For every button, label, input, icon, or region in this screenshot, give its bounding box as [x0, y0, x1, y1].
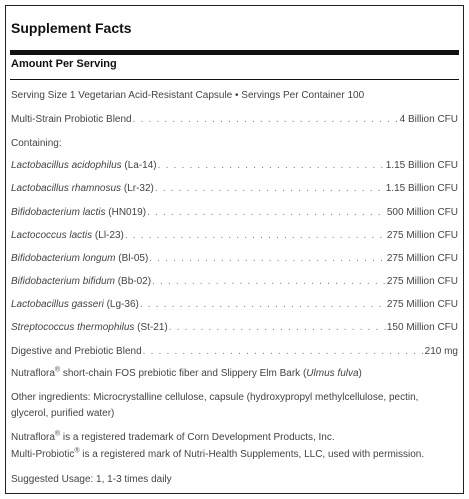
dot-leader [133, 113, 399, 126]
blend-row [11, 113, 458, 126]
strain-name: Bifidobacterium longum [11, 253, 116, 264]
strain-name: Lactobacillus gasseri [11, 299, 104, 310]
dot-leader [155, 182, 385, 195]
strain-name: Streptococcus thermophilus [11, 322, 135, 333]
strain-name: Bifidobacterium lactis [11, 207, 106, 218]
digestive-blend-row [11, 345, 458, 358]
trademark-brand: Nutraflora [11, 432, 55, 443]
strain-row [11, 275, 458, 288]
nutraflora-brand: Nutraflora [11, 368, 55, 379]
amount-per-serving-header: Amount Per Serving [11, 58, 117, 70]
panel-title: Supplement Facts [11, 20, 132, 36]
containing-label: Containing: [11, 138, 62, 149]
strain-row [11, 252, 458, 265]
strain-row [11, 159, 458, 172]
strain-code: (La-14) [121, 160, 157, 171]
title-divider [10, 50, 459, 55]
blend-name: Multi-Strain Probiotic Blend [11, 114, 132, 125]
dot-leader [169, 321, 386, 334]
strain-code: (Lr-32) [121, 183, 154, 194]
serving-info: Serving Size 1 Vegetarian Acid-Resistant Capsule • Servings Per Container 100 [11, 90, 365, 101]
strain-name: Lactobacillus rhamnosus [11, 183, 122, 194]
nutraflora-text: short-chain FOS prebiotic fiber and Slippery Elm Bark ( [60, 368, 307, 379]
strain-code: (Bb-02) [114, 276, 152, 287]
dot-leader [147, 206, 386, 219]
nutraflora-line [11, 367, 458, 380]
strain-amount: 275 Million CFU [386, 276, 458, 287]
latin-name: Ulmus fulva [306, 368, 359, 379]
strain-row [11, 321, 458, 334]
registered-mark: ® [54, 430, 61, 438]
trademark-brand: Multi-Probiotic [11, 449, 75, 460]
header-divider [10, 79, 459, 80]
strain-row [11, 206, 458, 219]
registered-mark: ® [54, 366, 61, 374]
trademark-text: is a registered mark of Nutri-Health Supplements, LLC, used with permission. [79, 449, 425, 460]
strain-name: Bifidobacterium bifidum [11, 276, 115, 287]
strain-code: (Lg-36) [103, 299, 139, 310]
blend-amount: 4 Billion CFU [399, 114, 458, 125]
dot-leader [149, 252, 386, 265]
strain-amount: 1.15 Billion CFU [385, 160, 458, 171]
digestive-blend-amount: 210 mg [424, 346, 458, 357]
nutraflora-close: ) [358, 368, 362, 379]
suggested-usage: Suggested Usage: 1, 1-3 times daily [11, 474, 172, 485]
strain-code: (St-21) [134, 322, 168, 333]
trademark-multi-probiotic [11, 448, 458, 461]
dot-leader [125, 229, 386, 242]
strain-amount: 275 Million CFU [386, 230, 458, 241]
strain-name: Lactobacillus acidophilus [11, 160, 122, 171]
dot-leader [140, 298, 386, 311]
digestive-blend-name: Digestive and Prebiotic Blend [11, 346, 142, 357]
strain-amount: 500 Million CFU [386, 207, 458, 218]
registered-mark: ® [74, 447, 80, 455]
strain-row [11, 298, 458, 311]
dot-leader [143, 345, 424, 358]
strain-row [11, 229, 458, 242]
dot-leader [152, 275, 386, 288]
strain-amount: 275 Million CFU [386, 253, 458, 264]
trademark-text: is a registered trademark of Corn Development Products, Inc. [60, 432, 335, 443]
strain-row [11, 182, 458, 195]
strain-code: (Ll-23) [92, 230, 124, 241]
trademark-nutraflora [11, 431, 458, 444]
other-ingredients: Other ingredients: Microcrystalline cellulose, capsule (hydroxypropyl methylcellulose, pectin, glycerol, purified water) [11, 392, 419, 419]
strain-amount: 275 Million CFU [386, 299, 458, 310]
strain-code: (Bl-05) [115, 253, 149, 264]
strain-amount: 150 Million CFU [386, 322, 458, 333]
strain-amount: 1.15 Billion CFU [385, 183, 458, 194]
strain-name: Lactococcus lactis [11, 230, 93, 241]
strain-code: (HN019) [105, 207, 147, 218]
dot-leader [158, 159, 385, 172]
